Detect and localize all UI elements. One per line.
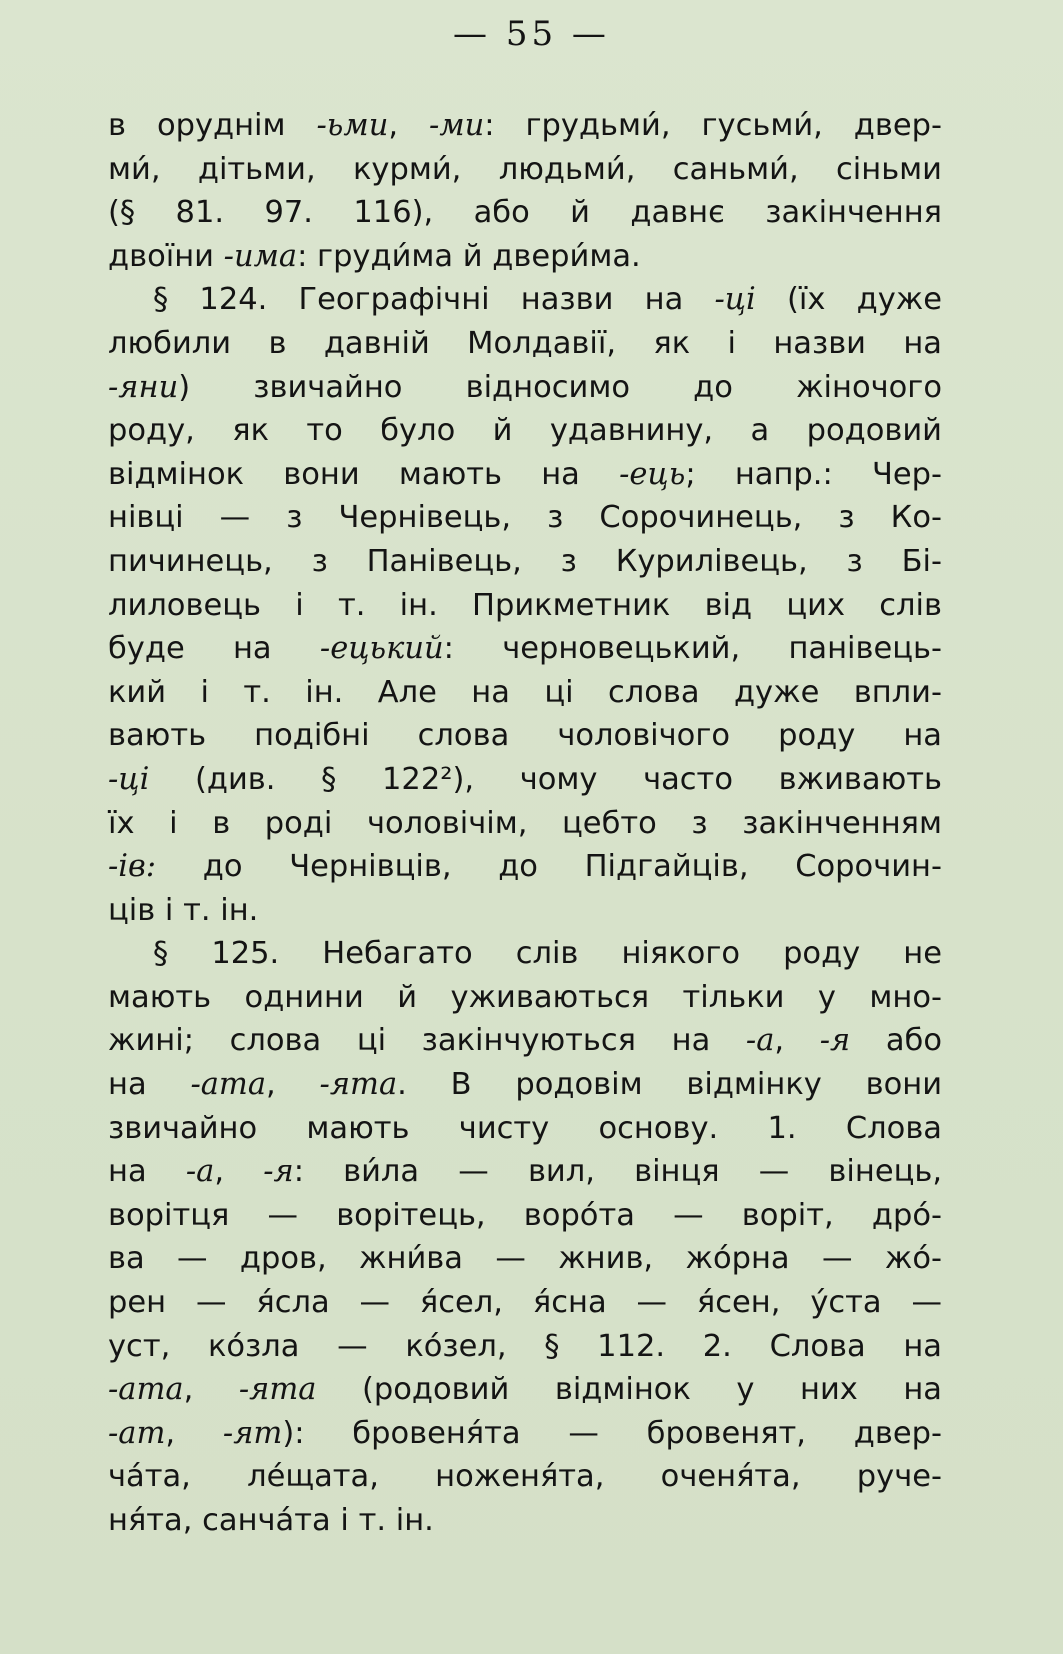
italic-suffix: -я <box>819 1023 851 1059</box>
italic-suffix: -ці <box>108 761 150 797</box>
italic-suffix: -ята <box>319 1067 398 1103</box>
italic-suffix: -ецький <box>319 631 444 667</box>
text-run: § 124. Географічні назви на <box>153 282 715 318</box>
text-line <box>108 366 942 410</box>
text-run: , <box>266 1067 320 1103</box>
text-line <box>108 1107 942 1151</box>
text-run: ців і т. ін. <box>108 892 259 928</box>
page-number: — 55 — <box>453 14 610 54</box>
text-run: вають подібні слова чоловічого роду на <box>108 718 942 754</box>
italic-suffix: -ата <box>190 1067 267 1103</box>
text-run: кий і т. ін. Але на ці слова дуже впли- <box>108 674 942 710</box>
text-line <box>108 889 942 933</box>
text-run: ворітця — ворітець, воро́та — воріт, дро́- <box>108 1197 942 1233</box>
text-run: ): бровеня́та — бровенят, двер- <box>282 1415 942 1451</box>
text-run: на <box>108 1067 191 1103</box>
italic-suffix: -ята <box>238 1372 317 1408</box>
text-line <box>108 540 942 584</box>
text-line <box>108 976 942 1020</box>
text-line <box>108 191 942 235</box>
text-line <box>108 235 942 279</box>
text-run: , <box>388 108 430 143</box>
text-run: звичайно мають чисту основу. 1. Слова <box>108 1110 942 1146</box>
italic-suffix: -ми <box>429 108 485 143</box>
text-line <box>108 714 942 758</box>
text-run: роду, як то було й удавнину, а родовий <box>108 413 942 449</box>
text-run: (§ 81. 97. 116), або й давнє закінчення <box>108 195 942 231</box>
text-run: на <box>108 1154 186 1190</box>
text-run: до Чернівців, до Підгайців, Сорочин- <box>156 849 942 885</box>
text-line <box>108 1325 942 1369</box>
text-run: ) звичайно відносимо до жіночого <box>178 369 942 405</box>
text-run: відмінок вони мають на <box>108 456 620 492</box>
text-line <box>108 1063 942 1107</box>
italic-suffix: -ці <box>714 282 756 318</box>
text-run: (див. § 122²), чому часто вживають <box>149 761 942 797</box>
italic-suffix: -а <box>185 1154 215 1190</box>
text-run: любили в давній Молдавії, як і назви на <box>108 325 942 361</box>
italic-suffix: -ата <box>108 1372 184 1408</box>
text-line <box>108 496 942 540</box>
text-run: (їх дуже <box>755 282 942 318</box>
text-line <box>108 1412 942 1456</box>
text-line <box>108 1455 942 1499</box>
text-run: лиловець і т. ін. Прикметник від цих слів <box>108 587 942 623</box>
text-run: . В родовім відмінку вони <box>397 1067 943 1103</box>
text-line <box>108 584 942 628</box>
text-line <box>108 671 942 715</box>
text-line <box>108 409 942 453</box>
text-line <box>108 1281 942 1325</box>
body-text <box>108 104 942 1543</box>
text-line <box>108 148 942 192</box>
text-line <box>108 453 942 497</box>
text-run: : грудьми́, гусьми́, двер- <box>484 108 943 143</box>
text-line <box>108 322 942 366</box>
text-run: , <box>165 1415 223 1451</box>
italic-suffix: -ят <box>222 1415 283 1451</box>
text-run: ; напр.: Чер- <box>685 456 942 492</box>
text-line <box>108 758 942 802</box>
text-run: : груди́ма й двери́ма. <box>297 238 641 274</box>
text-run: , <box>183 1372 239 1408</box>
text-run: мають однини й уживаються тільки у мно- <box>108 979 942 1015</box>
italic-suffix: -я <box>263 1154 294 1190</box>
text-run: (родовий відмінок у них на <box>316 1372 943 1408</box>
text-run: пичинець, з Панівець, з Курилівець, з Бі- <box>108 543 942 579</box>
text-line <box>108 1237 942 1281</box>
text-line <box>108 932 942 976</box>
italic-suffix: -ат <box>108 1415 166 1451</box>
text-line <box>108 1499 942 1543</box>
italic-suffix: -яни <box>108 369 179 405</box>
text-line <box>108 802 942 846</box>
text-run: ня́та, санча́та і т. ін. <box>108 1503 434 1538</box>
text-run: : ви́ла — вил, вінця — вінець, <box>293 1154 943 1190</box>
text-run: ча́та, ле́щата, ноженя́та, оченя́та, руче- <box>108 1459 942 1495</box>
text-line <box>108 104 942 148</box>
italic-suffix: -ьми <box>316 108 389 143</box>
text-run: : черновецький, панівець- <box>443 631 942 667</box>
text-run: § 125. Небагато слів ніякого роду не <box>153 936 942 972</box>
text-line <box>108 1368 942 1412</box>
text-run: рен — я́сла — я́сел, я́сна — я́сен, у́ста — <box>108 1285 942 1321</box>
text-run: жині; слова ці закінчуються на <box>108 1023 746 1059</box>
text-run: або <box>850 1023 942 1059</box>
text-line <box>108 1019 942 1063</box>
text-run: буде на <box>108 631 320 667</box>
text-line <box>108 1150 942 1194</box>
italic-suffix: -ець <box>619 456 686 492</box>
text-run: , <box>214 1154 264 1190</box>
italic-suffix: -има <box>223 238 298 274</box>
text-line <box>108 278 942 322</box>
text-line <box>108 845 942 889</box>
text-run: двоїни <box>108 238 224 274</box>
text-run: в оруднім <box>108 108 317 143</box>
text-line <box>108 1194 942 1238</box>
text-run: нівці — з Чернівець, з Сорочинець, з Ко- <box>108 500 942 536</box>
text-run: ва — дров, жни́ва — жнив, жо́рна — жо́- <box>108 1241 942 1277</box>
text-line <box>108 627 942 671</box>
text-run: уст, ко́зла — ко́зел, § 112. 2. Слова на <box>108 1328 942 1364</box>
italic-suffix: -ів: <box>108 849 157 885</box>
text-run: їх і в роді чоловічім, цебто з закінченням <box>108 805 942 841</box>
text-run: ми́, дітьми, курми́, людьми́, саньми́, сіньми <box>108 151 942 187</box>
text-run: , <box>774 1023 820 1059</box>
italic-suffix: -а <box>745 1023 775 1059</box>
